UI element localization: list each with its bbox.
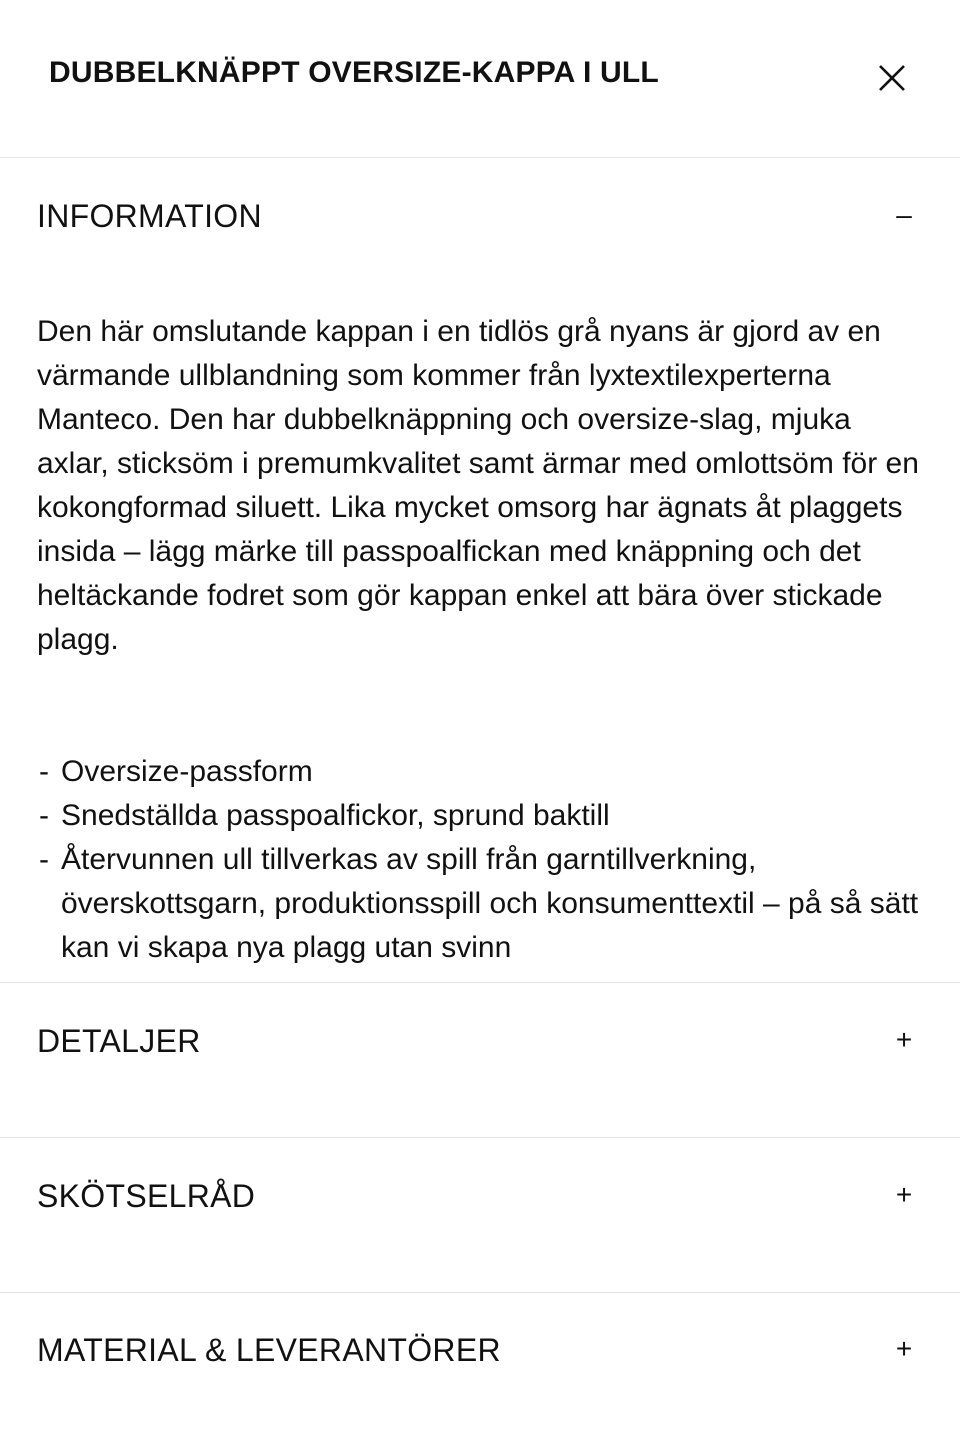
divider xyxy=(0,982,960,983)
section-skotselrad-header[interactable] xyxy=(0,1160,960,1230)
list-item: - Oversize-passform xyxy=(39,755,313,788)
section-information-header[interactable] xyxy=(0,180,960,250)
divider xyxy=(0,1292,960,1293)
list-item: - Återvunnen ull tillverkas av spill från garntillverkning, överskottsgarn, produktionsspill och konsumenttextil – på så sätt kan vi skapa nya plagg utan svinn xyxy=(39,843,919,964)
product-title: DUBBELKNÄPPT OVERSIZE-KAPPA I ULL xyxy=(49,56,659,89)
plus-icon[interactable]: + xyxy=(895,1179,913,1210)
close-icon xyxy=(870,56,914,100)
panel-header xyxy=(0,0,960,158)
section-material-header[interactable] xyxy=(0,1314,960,1384)
close-button[interactable] xyxy=(870,56,914,100)
divider xyxy=(0,1137,960,1138)
plus-icon[interactable]: + xyxy=(895,1333,913,1364)
feature-list xyxy=(37,750,927,970)
minus-icon[interactable]: – xyxy=(896,199,912,230)
section-material-title: MATERIAL & LEVERANTÖRER xyxy=(37,1332,501,1368)
section-detaljer-title: DETALJER xyxy=(37,1023,201,1059)
section-skotselrad-title: SKÖTSELRÅD xyxy=(37,1178,256,1214)
plus-icon[interactable]: + xyxy=(895,1024,913,1055)
list-item: - Snedställda passpoalfickor, sprund baktill xyxy=(39,799,610,832)
product-description: Den här omslutande kappan i en tidlös grå nyans är gjord av en värmande ullblandning som kommer från lyxtextilexperterna Manteco. Den har dubbelknäppning och oversize-slag, mjuka axlar, sticksöm i premumkvalitet samt ärmar med omlottsöm för en kokongformad siluett. Lika mycket omsorg har ägnats åt plaggets insida – lägg märke till passpoalfickan med knäppning och det heltäckande fodret som gör kappan enkel att bära över stickade plagg. xyxy=(37,315,919,656)
section-information-title: INFORMATION xyxy=(37,198,262,234)
section-detaljer-header[interactable] xyxy=(0,1005,960,1075)
